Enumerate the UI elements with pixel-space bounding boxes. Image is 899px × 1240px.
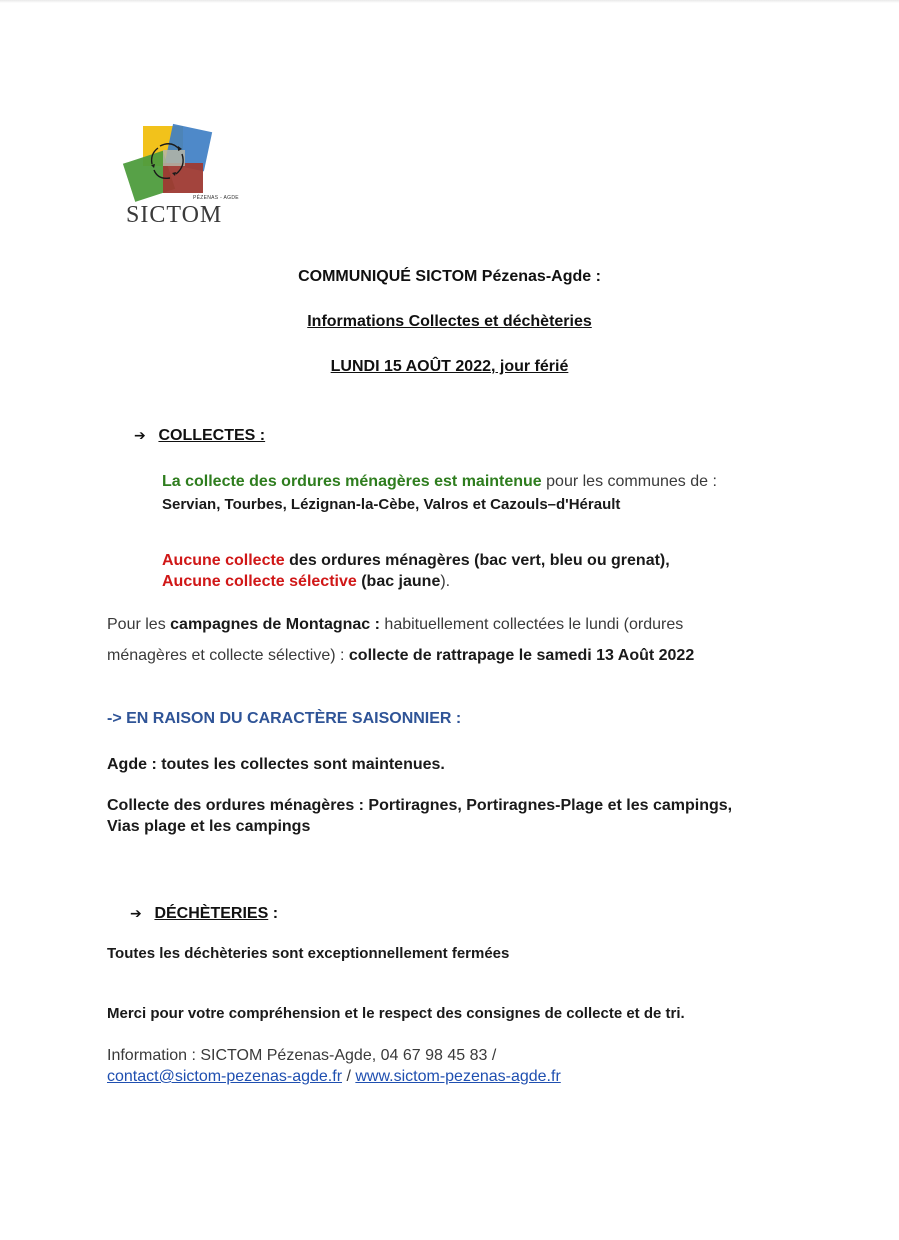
no-collection-end-2: ). [440, 573, 451, 590]
arrow-right-icon: ➔ [130, 905, 142, 921]
maintained-rest: pour les communes de : [541, 473, 717, 490]
date-line: LUNDI 15 AOÛT 2022, jour férié [330, 358, 569, 375]
email-link[interactable]: contact@sictom-pezenas-agde.fr [107, 1068, 343, 1085]
link-separator: / [342, 1068, 356, 1085]
no-collection-line-2 [162, 571, 450, 592]
no-collection-highlight-2: Aucune collecte sélective [162, 573, 357, 590]
montagnac-bold: campagnes de Montagnac : [170, 616, 380, 633]
montagnac-pre: Pour les [107, 616, 171, 633]
seasonal-line-1: Collecte des ordures ménagères : Portiragnes, Portiragnes-Plage et les campings, [107, 797, 733, 814]
contact-info: Information : SICTOM Pézenas-Agde, 04 67 98 45 83 / [107, 1047, 497, 1064]
decheteries-heading [130, 905, 278, 923]
collectes-heading-label: COLLECTES : [158, 427, 266, 444]
montagnac-line-2 [107, 645, 694, 666]
maintained-line [162, 471, 717, 492]
seasonal-line-2: Vias plage et les campings [107, 818, 311, 835]
no-collection-highlight-1: Aucune collecte [162, 552, 285, 569]
montagnac-line-1 [107, 614, 683, 635]
montagnac-line2-pre: ménagères et collecte sélective) : [107, 647, 349, 664]
logo-subtitle: PÉZENAS - AGDE [193, 195, 239, 201]
maintained-highlight: La collecte des ordures ménagères est maintenue [162, 473, 542, 490]
thanks-line: Merci pour votre compréhension et le respect des consignes de collecte et de tri. [107, 1005, 685, 1022]
collectes-heading [134, 427, 265, 445]
page-subtitle: Informations Collectes et déchèteries [307, 313, 592, 330]
no-collection-rest-2: (bac jaune [356, 573, 441, 590]
page-title: COMMUNIQUÉ SICTOM Pézenas-Agde : [298, 268, 601, 285]
decheteries-heading-label: DÉCHÈTERIES [154, 905, 269, 922]
decheteries-closed: Toutes les déchèteries sont exceptionnellement fermées [107, 945, 510, 962]
seasonal-heading: -> EN RAISON DU CARACTÈRE SAISONNIER : [107, 710, 462, 727]
top-edge-shadow [0, 0, 899, 3]
arrow-right-icon: ➔ [134, 427, 146, 443]
sictom-logo [118, 118, 238, 230]
agde-line: Agde : toutes les collectes sont maintenues. [107, 756, 445, 773]
no-collection-line-1 [162, 550, 670, 571]
contact-links [107, 1066, 561, 1087]
montagnac-rest: habituellement collectées le lundi (ordures [379, 616, 684, 633]
no-collection-rest-1: des ordures ménagères (bac vert, bleu ou grenat), [284, 552, 670, 569]
website-link[interactable]: www.sictom-pezenas-agde.fr [355, 1068, 561, 1085]
logo-wordmark: SICTOM [126, 202, 223, 228]
montagnac-line2-bold: collecte de rattrapage le samedi 13 Août 2022 [348, 647, 695, 664]
communes-list: Servian, Tourbes, Lézignan-la-Cèbe, Valros et Cazouls–d'Hérault [162, 496, 621, 513]
decheteries-heading-colon: : [268, 905, 279, 922]
